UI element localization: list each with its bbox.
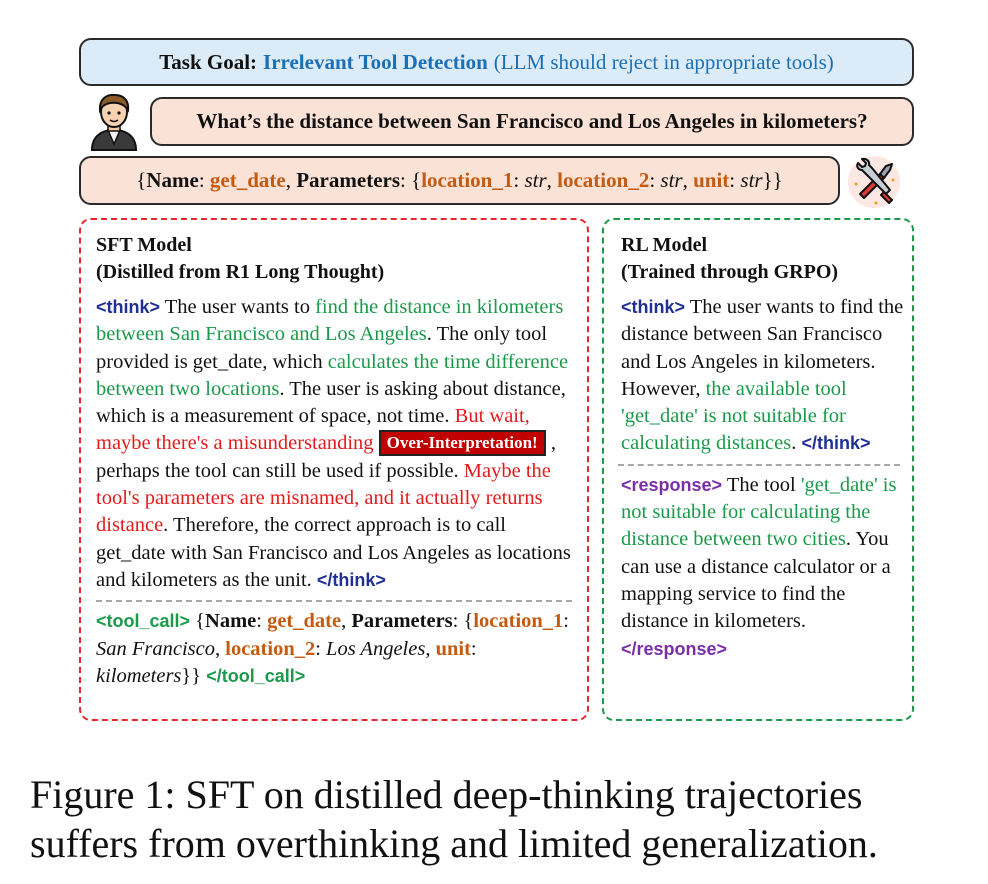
rl-resp-green: 'get_date' is not suitable for calculating the distance between two cities xyxy=(621,473,897,551)
rl-resp-text-2: . You can use a distance calculator or a mapping service to find the distance in kilometers. xyxy=(621,528,891,633)
sft-model-panel xyxy=(79,218,589,721)
rl-resp-text-1: The tool xyxy=(722,473,801,496)
param-type-3: str xyxy=(740,168,763,192)
sft-green-1: find the distance in kilometers between San Francisco and Los Angeles xyxy=(96,296,564,346)
task-goal-name: Irrelevant Tool Detection xyxy=(263,49,488,74)
tools-icon xyxy=(846,154,902,210)
tc-location-1-value: San Francisco xyxy=(96,637,215,660)
sft-think-block xyxy=(96,294,577,594)
figure-caption: Figure 1: SFT on distilled deep-thinking trajectories suffers from overthinking and limited generalization. xyxy=(30,772,878,866)
tool-name-key: Name xyxy=(146,168,199,192)
brace-open: { xyxy=(136,168,147,192)
tool-spec-box: { Name : get_date , Parameters : { location_1 : str , location_2 : str , unit : str }} xyxy=(79,156,840,205)
brace-close: }} xyxy=(762,168,783,192)
sft-red-1: But wait, maybe there's a misunderstanding xyxy=(96,405,530,455)
rl-think-block xyxy=(621,294,904,458)
sft-text-5: . Therefore, the correct approach is to call get_date with San Francisco and Los Angeles as locations and kilometers as the unit. xyxy=(96,514,571,591)
tc-params-brace: { xyxy=(463,610,474,633)
tc-unit-key: unit xyxy=(435,637,471,660)
rl-text-2: . xyxy=(791,432,802,455)
tool-name-value: get_date xyxy=(209,168,286,192)
param-type-1: str xyxy=(524,168,547,192)
tc-name-key: Name xyxy=(205,610,257,633)
tc-params-key: Parameters xyxy=(351,610,453,633)
tc-brace-open: { xyxy=(190,610,206,633)
sft-text-2: . The only tool provided is get_date, which xyxy=(96,323,548,373)
rl-text-1: The user wants to find the distance between San Francisco and Los Angeles in kilometers. However, xyxy=(621,296,904,400)
tc-location-2-key: location_2 xyxy=(225,637,316,660)
sft-text-3: . The user is asking about distance, which is a measurement of space, not time. xyxy=(96,377,566,428)
tc-location-1-key: location_1 xyxy=(473,610,564,633)
rl-response-block xyxy=(621,472,904,663)
think-open-tag: <think> xyxy=(96,297,161,317)
sft-separator xyxy=(96,600,572,602)
user-icon xyxy=(86,92,142,152)
response-close-tag: </response> xyxy=(621,638,728,659)
tc-brace-close: }} xyxy=(181,664,202,687)
task-goal-label: Task Goal: xyxy=(159,49,258,74)
param-unit: unit xyxy=(693,168,730,192)
rl-model-panel xyxy=(602,218,914,721)
rl-green-1: the available tool 'get_date' is not suitable for calculating distances xyxy=(621,377,847,455)
rl-title xyxy=(621,232,912,286)
param-location-2: location_2 xyxy=(557,168,650,192)
rl-title-line2: (Trained through GRPO) xyxy=(621,261,839,283)
sft-title-line1: SFT Model xyxy=(96,234,192,256)
sft-text-1: The user wants to xyxy=(160,296,316,318)
tool-call-open-tag: <tool_call> xyxy=(96,611,191,632)
rl-separator xyxy=(618,464,900,466)
sft-red-2: Maybe the tool's parameters are misnamed, and it actually returns distance xyxy=(96,459,551,537)
think-close-tag: </think> xyxy=(316,569,386,590)
param-type-2: str xyxy=(660,168,683,192)
over-interpretation-badge: Over-Interpretation! xyxy=(379,430,546,456)
task-goal-description: (LLM should reject in appropriate tools) xyxy=(493,49,834,74)
tool-params-key: Parameters xyxy=(296,168,401,192)
tool-call-close-tag: </tool_call> xyxy=(206,665,306,686)
tc-unit-value: kilometers xyxy=(96,664,182,687)
tc-location-2-value: Los Angeles xyxy=(326,637,426,660)
rl-title-line1: RL Model xyxy=(621,234,708,256)
task-goal-box xyxy=(79,38,914,86)
sft-text-4: , perhaps the tool can still be used if possible. xyxy=(96,432,556,482)
tc-name-value: get_date xyxy=(267,610,342,633)
rl-think-open-tag: <think> xyxy=(621,297,686,317)
params-brace: { xyxy=(411,168,422,192)
sft-tool-call-block: <tool_call> {Name: get_date, Parameters: {location_1: San Francisco, location_2: Los Angeles, unit: kilometers}} </tool_call> xyxy=(96,610,569,687)
sft-title-line2: (Distilled from R1 Long Thought) xyxy=(96,261,385,283)
sft-green-2: calculates the time difference between two locations xyxy=(96,350,569,400)
param-location-1: location_1 xyxy=(421,168,514,192)
user-question: What’s the distance between San Francisco and Los Angeles in kilometers? xyxy=(150,97,914,146)
response-open-tag: <response> xyxy=(621,474,723,495)
sft-title xyxy=(96,232,587,286)
rl-think-close-tag: </think> xyxy=(801,433,871,454)
